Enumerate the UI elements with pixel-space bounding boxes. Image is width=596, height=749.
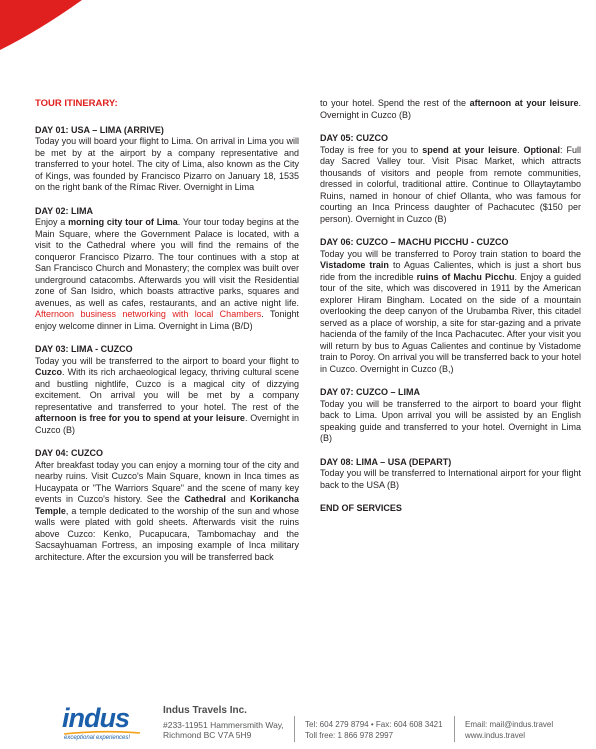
day-description: Today you will be transferred to International airport for your flight back to the USA (B) <box>320 468 581 490</box>
section-title: TOUR ITINERARY: <box>35 98 118 109</box>
day-heading: DAY 04: CUZCO <box>35 448 104 458</box>
day-08 <box>320 457 581 492</box>
day-heading: DAY 01: USA – LIMA (ARRIVE) <box>35 124 164 135</box>
day-01 <box>35 125 299 194</box>
company-info <box>163 706 284 741</box>
phone-info <box>305 719 443 741</box>
day-description: Enjoy a morning city tour of Lima. Your tour today begins at the Main Square, where the Government Palace is located, with a visit to the Cathedral where you will find the remains of the conqueror Francisco Pizarro. The tour continues with a stop at San Francisco Church and Monastery; the complex was built over underground catacombs. Afterwards you will visit the Residential zone of San Isidro, which boasts attractive parks, squares and avenues, as well as cafes, restaurants, and an active night life. Afternoon business networking with local Chambers. Tonight enjoy welcome dinner in Lima. Overnight in Lima (B/D) <box>35 217 299 331</box>
day-heading: DAY 06: CUZCO – MACHU PICCHU - CUZCO <box>320 237 509 247</box>
footer-divider <box>294 716 295 742</box>
day-06 <box>320 237 581 375</box>
itinerary-right-column <box>320 98 581 515</box>
day-description: After breakfast today you can enjoy a morning tour of the city and nearby ruins. Visit Cuzco's Main Square, known in Inca times as Hucaypata or "The Warriors Square" and the scene of many key events in Cuzco's history. See the Cathedral and Korikancha Temple, a temple dedicated to the worship of the sun and whose walls were plated with gold sheets. Afterwards visit the ruins above Cuzco: Kenko, Pucapucara, Tambomachay and the Sacsayhuaman Fortress, an imposing example of Inca military architecture. After the excursion you will be transferred back <box>35 459 299 562</box>
day-description: Today you will board your flight to Lima. On arrival in Lima you will be met by at the airport by a company representative and transferred to your hotel. The city of Lima, also known as the City of Kings, was founded by Francisco Pizarro on January 18, 1535 on the right bank of the Rímac River. Overnight in Lima <box>35 136 299 192</box>
phone-fax: Tel: 604 279 8794 • Fax: 604 608 3421 <box>305 720 443 729</box>
day-description: Today you will be transferred to the airport to board your flight to Cuzco. With its rich archaeological legacy, thriving cultural scene and bustling nightlife, Cuzco is a magical city of dizzying excitement. On arrival you will be met by a company representative and transferred to your hotel. The rest of the afternoon is free for you to spend at your leisure. Overnight in Cuzco (B) <box>35 355 299 435</box>
red-corner-decoration <box>0 0 82 50</box>
day-description: Today is free for you to spend at your leisure. Optional: Full day Sacred Valley tour. Visit Pisac Market, which attracts thousands of visitors and people from remote communities, dressed in colorful, traditional attire. Continue to Ollaytaytambo Ruins, named in honour of chief Ollanta, who was famous for courting an Inca Princess daughter of Pachacutec ($150 per person). Overnight in Cuzco (B) <box>320 144 581 224</box>
company-name: Indus Travels Inc. <box>163 705 247 716</box>
footer <box>0 692 596 749</box>
web-info <box>465 719 553 741</box>
day-heading: DAY 08: LIMA – USA (DEPART) <box>320 456 452 467</box>
address-line-1: #233-11951 Hammersmith Way, <box>163 719 284 730</box>
day-heading: DAY 05: CUZCO <box>320 133 389 143</box>
day-04 <box>35 448 299 563</box>
day-02 <box>35 206 299 333</box>
logo-tagline: exceptional experiences! <box>64 735 131 741</box>
day-description: Today you will be transferred to the airport to board your flight back to Lima. Upon arrival you will be assisted by an English speaking guide and transferred to your hotel. Overnight in Lima (B) <box>320 398 581 443</box>
toll-free: Toll free: 1 866 978 2997 <box>305 731 394 740</box>
networking-highlight: Afternoon business networking with local Chambers <box>35 309 262 319</box>
itinerary-left-column <box>35 98 299 575</box>
email-link[interactable]: Email: mail@indus.travel <box>465 720 554 729</box>
end-of-services: END OF SERVICES <box>320 503 402 513</box>
day-description: Today you will be transferred to Poroy train station to board the Vistadome train to Aguas Calientes, which is just a short bus ride from the incredible ruins of Machu Picchu. Enjoy a guided tour of the site, which was discovered in 1911 by the American explorer Hiram Bingham. Located on the side of a mountain overlooking the deep canyon of the Urubamba River, this citadel served as a place of worship, a site for star-gazing and a private hacienda of the family of the Inca Pachacutec. After your visit you will return by bus to Aguas Calientes and continue by Vistadome train to Poroy. On arrival you will be transferred back to your hotel in Cuzco. Overnight in Cuzco (B,) <box>320 248 582 374</box>
logo-wordmark: indus <box>62 703 129 733</box>
day-05 <box>320 133 581 225</box>
day-heading: DAY 03: LIMA - CUZCO <box>35 344 133 354</box>
website-link[interactable]: www.indus.travel <box>465 731 526 740</box>
day-heading: DAY 07: CUZCO – LIMA <box>320 387 421 397</box>
day-07 <box>320 387 581 445</box>
indus-logo <box>62 704 142 744</box>
day-heading: DAY 02: LIMA <box>35 205 94 216</box>
footer-divider <box>454 716 455 742</box>
day-03 <box>35 344 299 436</box>
day-04-continued: to your hotel. Spend the rest of the afternoon at your leisure. Overnight in Cuzco (B) <box>320 98 582 120</box>
address-line-2: Richmond BC V7A 5H9 <box>163 730 252 740</box>
